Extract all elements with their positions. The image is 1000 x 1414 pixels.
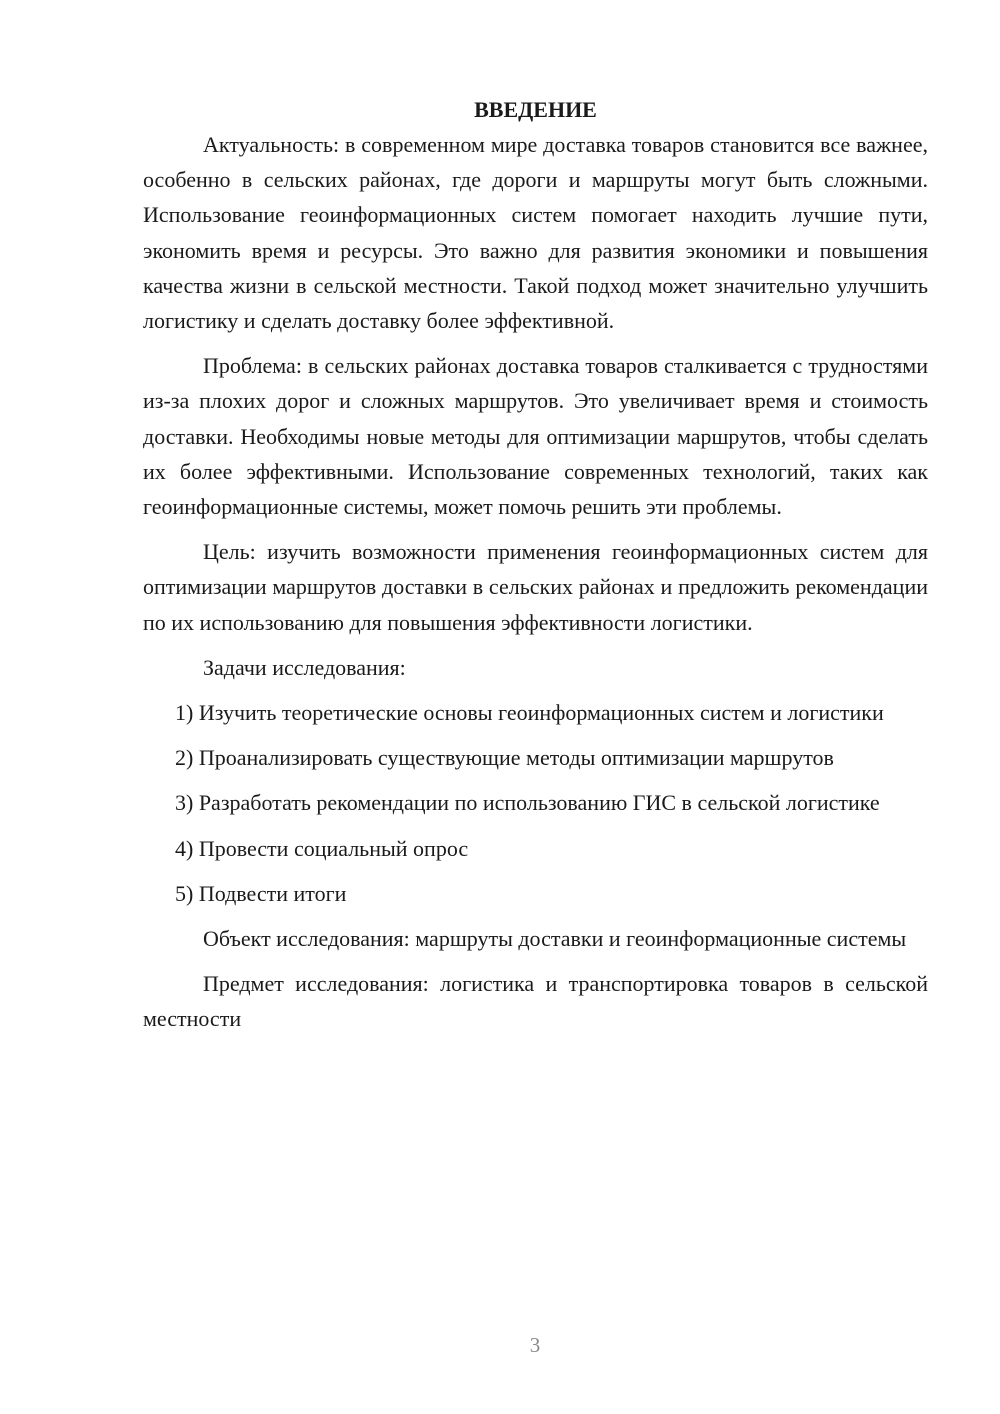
relevance-paragraph: Актуальность: в современном мире доставка товаров становится все важнее, особенно в сельских районах, где дороги и маршруты могут быть сложными. Использование геоинформационных систем помогает находить лучшие пути, экономить время и ресурсы. Это важно для развития экономики и повышения качества жизни в сельской местности. Такой подход может значительно улучшить логистику и сделать доставку более эффективной.	[143, 132, 928, 334]
task-item-3: 3) Разработать рекомендации по использованию ГИС в сельской логистике	[175, 790, 880, 816]
task-item-5: 5) Подвести итоги	[175, 880, 347, 906]
page-title: ВВЕДЕНИЕ	[474, 97, 597, 122]
tasks-heading: Задачи исследования:	[203, 654, 406, 680]
task-item-4: 4) Провести социальный опрос	[175, 835, 469, 861]
problem-paragraph: Проблема: в сельских районах доставка товаров сталкивается с трудностями из-за плохих дорог и сложных маршрутов. Это увеличивает время и стоимость доставки. Необходимы новые методы для оптимизации маршрутов, чтобы сделать их более эффективными. Использование современных технологий, таких как геоинформационные системы, может помочь решить эти проблемы.	[143, 353, 928, 520]
subject-paragraph: Предмет исследования: логистика и транспортировка товаров в сельской местности	[143, 971, 928, 1032]
goal-paragraph: Цель: изучить возможности применения геоинформационных систем для оптимизации маршрутов доставки в сельских районах и предложить рекомендации по их использованию для повышения эффективности логистики.	[143, 539, 928, 635]
document-body	[143, 92, 928, 1037]
task-item-2: 2) Проанализировать существующие методы оптимизации маршрутов	[175, 745, 834, 771]
page-number: 3	[529, 1333, 541, 1357]
task-item-1: 1) Изучить теоретические основы геоинформационных систем и логистики	[175, 700, 884, 726]
object-paragraph: Объект исследования: маршруты доставки и геоинформационные системы	[203, 926, 907, 952]
